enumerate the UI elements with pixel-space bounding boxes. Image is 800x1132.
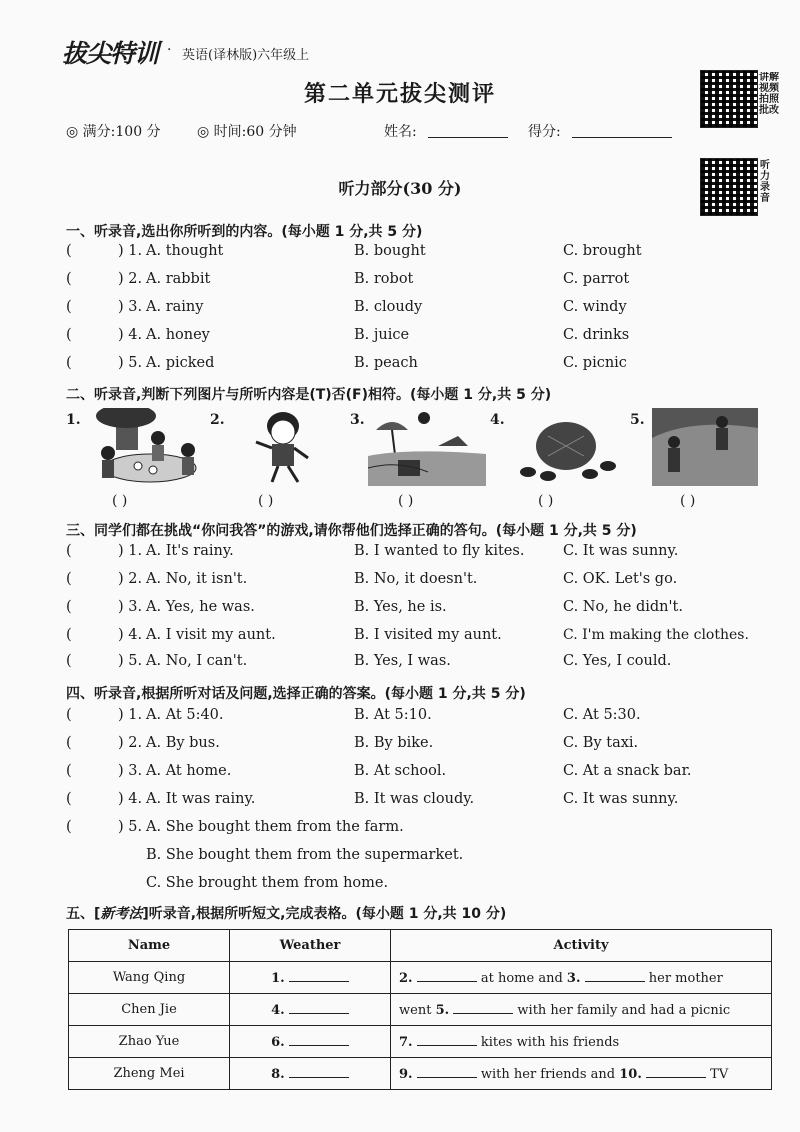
question-number: ) 5. <box>118 355 143 371</box>
option-a: A. I visit my aunt. <box>146 627 276 643</box>
question-number: ) 3. <box>118 599 143 615</box>
q3-row <box>66 599 786 623</box>
option-a: A. It was rainy. <box>146 791 256 807</box>
option-b: B. I visited my aunt. <box>354 627 502 643</box>
child-picture <box>228 408 346 486</box>
activity-cell <box>391 962 772 994</box>
cell-text: with her family and had a picnic <box>517 1003 731 1018</box>
answer-blank-open[interactable]: ( <box>66 735 72 751</box>
answer-blank-open[interactable]: ( <box>66 571 72 587</box>
option-c: C. drinks <box>563 327 630 343</box>
table-row <box>69 962 772 994</box>
q4-row <box>66 791 786 815</box>
new-exam-tag: 新考法 <box>100 906 143 922</box>
score-label: 得分: <box>528 124 561 140</box>
q1-row <box>66 327 786 351</box>
option-c: C. No, he didn't. <box>563 599 683 615</box>
activity-cell <box>391 1058 772 1090</box>
option-a: A. At 5:40. <box>146 707 224 723</box>
table-header-row <box>69 930 772 962</box>
book-subtitle: 英语(译林版)六年级上 <box>182 48 310 63</box>
q1-row <box>66 243 786 267</box>
answer-blank-open[interactable]: ( <box>66 707 72 723</box>
qr-code-video[interactable] <box>700 70 758 128</box>
time-limit: ◎ 时间:60 分钟 <box>197 124 297 140</box>
picture-number: 5. <box>630 412 645 428</box>
answer-blank[interactable]: ( ) <box>680 493 696 509</box>
weather-cell <box>230 962 391 994</box>
option-c: C. Yes, I could. <box>563 653 672 669</box>
fill-blank[interactable] <box>417 1033 477 1046</box>
weather-activity-table <box>68 929 772 1090</box>
question-number: ) 1. <box>118 707 143 723</box>
name-label: 姓名: <box>384 124 417 140</box>
brand-logo: 拔尖特训 <box>62 39 159 68</box>
cell-text: TV <box>710 1067 729 1082</box>
section-5-text: ]听录音,根据所听短文,完成表格。(每小题 1 分,共 10 分) <box>142 906 507 922</box>
option-c: C. By taxi. <box>563 735 639 751</box>
fill-blank[interactable] <box>417 969 477 982</box>
name-field[interactable] <box>428 125 508 138</box>
insects-picture <box>508 408 626 486</box>
question-number: ) 2. <box>118 271 143 287</box>
column-header: Weather <box>230 930 391 962</box>
picture-number: 4. <box>490 412 505 428</box>
blank-number: 7. <box>399 1035 413 1050</box>
option-a: A. Yes, he was. <box>146 599 255 615</box>
fill-blank[interactable] <box>289 1065 349 1078</box>
weather-cell <box>230 1058 391 1090</box>
activity-cell <box>391 1026 772 1058</box>
option-c: C. It was sunny. <box>563 543 679 559</box>
answer-blank-open[interactable]: ( <box>66 653 72 669</box>
qr2-label: 听力录音 <box>760 160 770 204</box>
answer-blank[interactable]: ( ) <box>258 493 274 509</box>
q1-row <box>66 299 786 323</box>
option-a: A. rainy <box>146 299 204 315</box>
beach-picture <box>368 408 486 486</box>
blank-number: 3. <box>566 971 581 986</box>
qr1-label-box <box>759 72 785 126</box>
blank-number: 8. <box>271 1067 285 1082</box>
name-cell: Chen Jie <box>69 994 230 1026</box>
q1-row <box>66 271 786 295</box>
option-c: C. picnic <box>563 355 627 371</box>
answer-blank-open[interactable]: ( <box>66 355 72 371</box>
cell-text: with her friends and <box>480 1067 616 1082</box>
q3-row <box>66 653 786 677</box>
answer-blank-open[interactable]: ( <box>66 271 72 287</box>
option-b: B. It was cloudy. <box>354 791 475 807</box>
name-cell: Wang Qing <box>69 962 230 994</box>
cell-text: at home and <box>480 971 563 986</box>
question-number: ) 3. <box>118 763 143 779</box>
fill-blank[interactable] <box>289 1001 349 1014</box>
weather-cell <box>230 1026 391 1058</box>
q4-row <box>66 735 786 759</box>
option-c: C. windy <box>563 299 627 315</box>
blank-number: 1. <box>271 971 285 986</box>
score-field[interactable] <box>572 125 672 138</box>
option-b: B. juice <box>354 327 410 343</box>
option-a: A. No, it isn't. <box>146 571 248 587</box>
option-b: B. cloudy <box>354 299 423 315</box>
section-2-heading: 二、听录音,判断下列图片与所听内容是(T)否(F)相符。(每小题 1 分,共 5 分) <box>66 387 552 403</box>
answer-blank[interactable]: ( ) <box>398 493 414 509</box>
column-header: Activity <box>391 930 772 962</box>
fill-blank[interactable] <box>585 969 645 982</box>
section-5-prefix: 五、[ <box>66 906 101 922</box>
option-c: C. I'm making the clothes. <box>563 627 749 643</box>
option-a: A. She bought them from the farm. <box>146 819 404 835</box>
option-a: A. At home. <box>146 763 232 779</box>
q3-row <box>66 627 786 651</box>
option-b: B. By bike. <box>354 735 434 751</box>
option-c: C. parrot <box>563 271 630 287</box>
option-c: C. OK. Let's go. <box>563 571 678 587</box>
q4-row-5c <box>66 875 786 899</box>
fill-blank[interactable] <box>289 1033 349 1046</box>
answer-blank-open[interactable]: ( <box>66 763 72 779</box>
fill-blank[interactable] <box>417 1065 477 1078</box>
option-b: B. At school. <box>354 763 447 779</box>
question-number: ) 5. <box>118 819 143 835</box>
option-b: B. robot <box>354 271 414 287</box>
option-c: C. At a snack bar. <box>563 763 692 779</box>
blank-number: 4. <box>271 1003 285 1018</box>
blank-number: 2. <box>399 971 413 986</box>
question-number: ) 5. <box>118 653 143 669</box>
option-c: C. brought <box>563 243 642 259</box>
option-a: A. picked <box>146 355 215 371</box>
picture-number: 1. <box>66 412 81 428</box>
q4-row-5 <box>66 819 786 843</box>
question-number: ) 1. <box>118 243 143 259</box>
blank-number: 10. <box>619 1067 642 1082</box>
table-row <box>69 1026 772 1058</box>
option-b: B. No, it doesn't. <box>354 571 478 587</box>
picnic-picture <box>88 408 206 486</box>
section-5-heading <box>66 903 506 923</box>
picture-number: 3. <box>350 412 365 428</box>
question-number: ) 4. <box>118 791 143 807</box>
option-b: B. Yes, I was. <box>354 653 451 669</box>
weather-cell <box>230 994 391 1026</box>
name-cell: Zhao Yue <box>69 1026 230 1058</box>
cell-text: kites with his friends <box>480 1035 620 1050</box>
header-dot: · <box>167 42 172 58</box>
activity-cell <box>391 994 772 1026</box>
table-row <box>69 1058 772 1090</box>
table-row <box>69 994 772 1026</box>
question-number: ) 2. <box>118 735 143 751</box>
answer-blank[interactable]: ( ) <box>538 493 554 509</box>
question-number: ) 1. <box>118 543 143 559</box>
fill-blank[interactable] <box>453 1001 513 1014</box>
option-a: A. thought <box>146 243 224 259</box>
option-a: A. rabbit <box>146 271 211 287</box>
answer-blank-open[interactable]: ( <box>66 299 72 315</box>
option-b: B. I wanted to fly kites. <box>354 543 525 559</box>
answer-blank-open[interactable]: ( <box>66 543 72 559</box>
page-title: 第二单元拔尖测评 <box>303 81 496 107</box>
question-number: ) 4. <box>118 627 143 643</box>
cell-text: went <box>399 1003 432 1018</box>
q4-row <box>66 763 786 787</box>
question-number: ) 4. <box>118 327 143 343</box>
answer-blank-open[interactable]: ( <box>66 819 72 835</box>
qr1-label: 讲解视频拍照批改 <box>759 72 779 116</box>
blank-number: 6. <box>271 1035 285 1050</box>
option-a: A. By bus. <box>146 735 220 751</box>
option-a: A. No, I can't. <box>146 653 248 669</box>
q4-row <box>66 707 786 731</box>
option-c: C. It was sunny. <box>563 791 679 807</box>
question-number: ) 3. <box>118 299 143 315</box>
cell-text: her mother <box>648 971 723 986</box>
option-b: B. Yes, he is. <box>354 599 447 615</box>
answer-blank-open[interactable]: ( <box>66 599 72 615</box>
answer-blank-open[interactable]: ( <box>66 627 72 643</box>
section-4-heading: 四、听录音,根据所听对话及问题,选择正确的答案。(每小题 1 分,共 5 分) <box>66 686 526 702</box>
q4-row-5b <box>66 847 786 871</box>
blank-number: 5. <box>435 1003 450 1018</box>
question-number: ) 2. <box>118 571 143 587</box>
fill-blank[interactable] <box>646 1065 706 1078</box>
section-3-heading: 三、同学们都在挑战“你问我答”的游戏,请你帮他们选择正确的答句。(每小题 1 分,共 5 分) <box>66 523 637 539</box>
option-b: B. peach <box>354 355 418 371</box>
option-c: C. She brought them from home. <box>146 875 389 891</box>
option-c: C. At 5:30. <box>563 707 641 723</box>
option-a: A. honey <box>146 327 210 343</box>
listening-title: 听力部分(30 分) <box>338 179 462 198</box>
option-b: B. She bought them from the supermarket. <box>146 847 464 863</box>
q3-row <box>66 571 786 595</box>
option-b: B. bought <box>354 243 426 259</box>
column-header: Name <box>69 930 230 962</box>
answer-blank-open[interactable]: ( <box>66 791 72 807</box>
picture-number: 2. <box>210 412 225 428</box>
name-cell: Zheng Mei <box>69 1058 230 1090</box>
answer-blank-open[interactable]: ( <box>66 243 72 259</box>
answer-blank[interactable]: ( ) <box>112 493 128 509</box>
fill-blank[interactable] <box>289 969 349 982</box>
hiking-picture <box>652 408 758 486</box>
section-1-heading: 一、听录音,选出你所听到的内容。(每小题 1 分,共 5 分) <box>66 224 423 240</box>
answer-blank-open[interactable]: ( <box>66 327 72 343</box>
q1-row <box>66 355 786 379</box>
q3-row <box>66 543 786 567</box>
option-a: A. It's rainy. <box>146 543 234 559</box>
blank-number: 9. <box>399 1067 413 1082</box>
full-score: ◎ 满分:100 分 <box>66 124 161 140</box>
option-b: B. At 5:10. <box>354 707 432 723</box>
